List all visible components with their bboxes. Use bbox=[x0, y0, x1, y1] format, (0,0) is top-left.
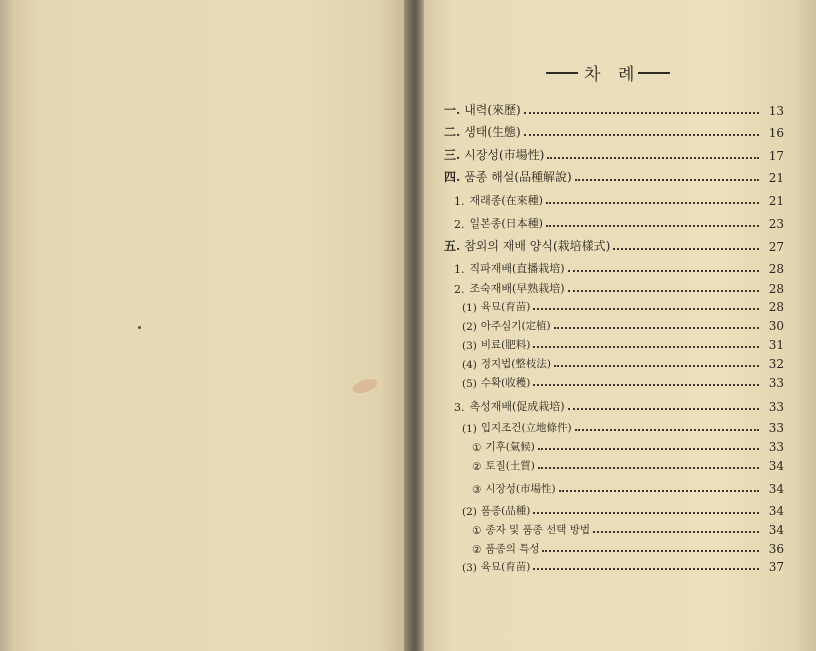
toc-entry-title: 내력(來歷) bbox=[464, 103, 521, 117]
toc-entry-number: (4) bbox=[462, 359, 477, 371]
toc-entry bbox=[444, 455, 784, 473]
toc-entry-title: 재래종(在來種) bbox=[469, 194, 543, 207]
toc-entry bbox=[444, 278, 784, 296]
dot-leader bbox=[524, 112, 759, 114]
toc-entry-title: 육묘(育苗) bbox=[480, 561, 531, 573]
toc-entry bbox=[444, 436, 784, 454]
toc-entry-page: 37 bbox=[768, 560, 784, 574]
toc-entry-number: 2. bbox=[454, 218, 465, 231]
toc-entry-number: 1. bbox=[454, 195, 465, 208]
toc-entry-title: 아주심기(定植) bbox=[480, 320, 551, 332]
toc-entry-number: 2. bbox=[454, 283, 465, 296]
toc-entry-title: 품종 해설(品種解說) bbox=[464, 170, 572, 184]
toc-entry-page: 16 bbox=[768, 126, 784, 140]
dot-leader bbox=[533, 512, 759, 514]
toc-entry bbox=[444, 353, 784, 371]
toc-entry-page: 17 bbox=[768, 149, 784, 163]
toc-entry-page: 28 bbox=[768, 300, 784, 314]
toc-entry-page: 28 bbox=[768, 282, 784, 296]
title-dash-left bbox=[546, 72, 578, 74]
dot-leader bbox=[538, 467, 759, 469]
toc-entry-title: 종자 및 품종 선택 방법 bbox=[485, 524, 591, 536]
toc-entry-number: 1. bbox=[454, 263, 465, 276]
toc-entry-page: 33 bbox=[768, 421, 784, 435]
toc-title bbox=[546, 60, 670, 86]
toc-entry bbox=[444, 396, 784, 414]
toc-entry bbox=[444, 500, 784, 518]
toc-entry-page: 34 bbox=[768, 482, 784, 496]
dot-leader bbox=[613, 248, 759, 250]
dot-leader bbox=[568, 290, 759, 292]
toc-entry-title: 시장성(市場性) bbox=[464, 148, 545, 162]
dot-leader bbox=[554, 327, 759, 329]
dot-leader bbox=[554, 365, 759, 367]
toc-entry-number: ② bbox=[472, 544, 482, 556]
toc-entry bbox=[444, 190, 784, 208]
toc-entry-page: 21 bbox=[768, 171, 784, 185]
title-char-1: 차 bbox=[584, 65, 603, 85]
toc-entry-page: 34 bbox=[768, 459, 784, 473]
toc-entry-title: 참외의 재배 양식(栽培樣式) bbox=[464, 239, 611, 253]
toc-entry-number: (2) bbox=[462, 506, 477, 518]
toc-entry bbox=[444, 100, 784, 118]
toc-entry-title: 육묘(育苗) bbox=[480, 301, 531, 313]
toc-entry-page: 30 bbox=[768, 319, 784, 333]
toc-entry bbox=[444, 478, 784, 496]
toc-entry-number: 四. bbox=[444, 170, 461, 184]
dot-leader bbox=[546, 225, 759, 227]
toc-entry bbox=[444, 296, 784, 314]
toc-entry-title: 정지법(整枝法) bbox=[480, 358, 551, 370]
toc-entry bbox=[444, 122, 784, 140]
toc-entry bbox=[444, 213, 784, 231]
toc-entry-page: 13 bbox=[768, 104, 784, 118]
dot-leader bbox=[524, 134, 759, 136]
toc-entry bbox=[444, 519, 784, 537]
toc-entry-title: 토질(土質) bbox=[485, 460, 535, 472]
toc-entry-page: 31 bbox=[768, 338, 784, 352]
toc-entry-title: 품종의 특성 bbox=[485, 543, 540, 555]
toc-entry-title: 품종(品種) bbox=[480, 505, 531, 517]
toc-entry-number: (5) bbox=[462, 378, 477, 390]
dot-leader bbox=[533, 346, 759, 348]
toc-entry bbox=[444, 417, 784, 435]
toc-entry-page: 32 bbox=[768, 357, 784, 371]
toc-entry bbox=[444, 334, 784, 352]
dot-leader bbox=[568, 408, 759, 410]
toc-entry-title: 직파재배(直播栽培) bbox=[469, 262, 565, 275]
toc-entry-number: (2) bbox=[462, 321, 477, 333]
toc-entry-title: 시장성(市場性) bbox=[485, 483, 556, 495]
toc-entry-number: (1) bbox=[462, 423, 477, 435]
toc-entry-number: 五. bbox=[444, 239, 461, 253]
toc-entry-page: 23 bbox=[768, 217, 784, 231]
toc-entry-title: 입지조건(立地條件) bbox=[480, 422, 572, 434]
toc-entry-title: 생태(生態) bbox=[464, 125, 521, 139]
dot-leader bbox=[593, 531, 759, 533]
dot-leader bbox=[546, 202, 759, 204]
toc-entry bbox=[444, 145, 784, 163]
toc-entry-page: 36 bbox=[768, 542, 784, 556]
toc-entry-title: 비료(肥料) bbox=[480, 339, 531, 351]
toc-entry-page: 33 bbox=[768, 376, 784, 390]
toc-entry-number: (1) bbox=[462, 302, 477, 314]
toc-entry-page: 33 bbox=[768, 440, 784, 454]
dot-leader bbox=[533, 384, 759, 386]
dot-leader bbox=[538, 448, 759, 450]
toc-entry-title: 기후(氣候) bbox=[485, 441, 535, 453]
dot-leader bbox=[559, 490, 759, 492]
toc-entry-number: 一. bbox=[444, 103, 461, 117]
toc-entry-number: ① bbox=[472, 525, 482, 537]
toc-entry-title: 촉성재배(促成栽培) bbox=[469, 400, 565, 413]
toc-entry bbox=[444, 236, 784, 254]
toc-entry-number: 3. bbox=[454, 401, 465, 414]
toc-entry-number: ③ bbox=[472, 484, 482, 496]
toc-entry bbox=[444, 372, 784, 390]
dot-leader bbox=[533, 308, 759, 310]
toc-entry-page: 33 bbox=[768, 400, 784, 414]
dot-leader bbox=[547, 157, 759, 159]
toc-entry-title: 조숙재배(早熟栽培) bbox=[469, 282, 565, 295]
toc-entry bbox=[444, 315, 784, 333]
toc-entry bbox=[444, 538, 784, 556]
toc-entry bbox=[444, 167, 784, 185]
toc-entry-page: 21 bbox=[768, 194, 784, 208]
toc-entry-number: (3) bbox=[462, 562, 477, 574]
toc-entry-number: (3) bbox=[462, 340, 477, 352]
toc-entry-number: 三. bbox=[444, 148, 461, 162]
toc-entry-number: ① bbox=[472, 442, 482, 454]
book-gutter bbox=[404, 0, 426, 651]
toc-entry-page: 34 bbox=[768, 523, 784, 537]
toc-entry-page: 27 bbox=[768, 240, 784, 254]
toc-entry-title: 일본종(日本種) bbox=[469, 217, 543, 230]
toc-entry-number: ② bbox=[472, 461, 482, 473]
title-char-2: 례 bbox=[618, 65, 637, 85]
dot-leader bbox=[568, 270, 759, 272]
toc-entry-page: 28 bbox=[768, 262, 784, 276]
toc-entry-page: 34 bbox=[768, 504, 784, 518]
title-dash-right bbox=[638, 72, 670, 74]
dot-leader bbox=[575, 179, 759, 181]
toc-entry bbox=[444, 556, 784, 574]
dot-leader bbox=[533, 568, 759, 570]
dot-leader bbox=[542, 550, 759, 552]
dot-leader bbox=[575, 429, 759, 431]
toc-entry-number: 二. bbox=[444, 125, 461, 139]
toc-entry-title: 수확(收穫) bbox=[480, 377, 531, 389]
ink-speck bbox=[138, 326, 141, 329]
toc-entry bbox=[444, 258, 784, 276]
